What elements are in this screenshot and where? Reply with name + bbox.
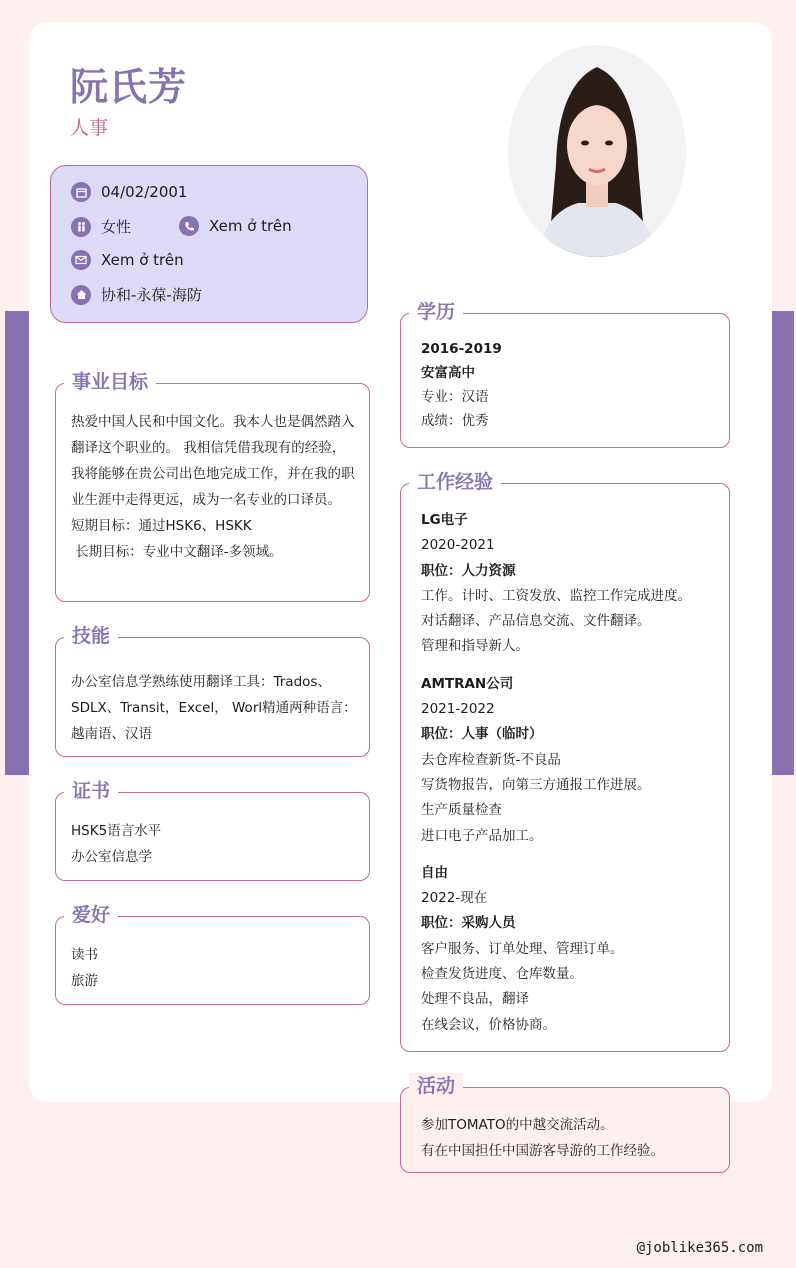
certificates-title: 证书 [64, 778, 118, 804]
candidate-name: 阮氏芳 [70, 65, 188, 109]
contact-gender: 女性 [71, 216, 131, 237]
watermark-text: @joblike365.com [636, 1240, 763, 1256]
skills-text: 办公室信息学熟练使用翻译工具：Trados、SDLX、Transit，Excel， Worl精通两种语言：越南语、汉语 [71, 674, 357, 742]
calendar-icon [71, 182, 91, 202]
phone-icon [179, 216, 199, 236]
certificate-item: HSK5语言水平 [71, 823, 162, 839]
experience-title: 工作经验 [409, 469, 501, 495]
objective-section [55, 371, 370, 602]
contact-phone: Xem ở trên [179, 216, 292, 236]
home-icon [71, 285, 91, 305]
job-position: 职位：人事（临时） [421, 726, 543, 743]
skills-section [55, 625, 370, 757]
left-accent-band [5, 311, 29, 775]
education-grade: 成绩：优秀 [421, 413, 489, 429]
objective-long-term: 长期目标：专业中文翻译-多领域。 [71, 544, 283, 560]
objective-short-term: 短期目标：通过HSK6、HSKK [71, 518, 252, 534]
job-entry [421, 861, 717, 1038]
job-duty: 写货物报告，向第三方通报工作进展。 [421, 776, 651, 793]
job-entry [421, 672, 717, 849]
job-position: 职位：人力资源 [421, 562, 516, 579]
contact-birthdate: 04/02/2001 [71, 182, 187, 202]
certificates-section [55, 780, 370, 881]
education-period: 2016-2019 [421, 341, 502, 357]
job-duty: 生产质量检查 [421, 802, 502, 819]
contact-email: Xem ở trên [71, 250, 184, 270]
hobby-item: 读书 [71, 947, 98, 963]
mail-icon [71, 250, 91, 270]
education-title: 学历 [409, 299, 463, 325]
job-duty: 处理不良品，翻译 [421, 991, 529, 1008]
activity-item: 有在中国担任中国游客导游的工作经验。 [421, 1143, 664, 1159]
skills-title: 技能 [64, 623, 118, 649]
job-duty: 对话翻译、产品信息交流、文件翻译。 [421, 613, 651, 630]
certificate-item: 办公室信息学 [71, 849, 152, 865]
hobbies-section [55, 904, 370, 1005]
candidate-role: 人事 [70, 117, 109, 139]
job-period: 2021-2022 [421, 701, 495, 718]
job-duty: 工作。计时、工资发放、监控工作完成进度。 [421, 587, 691, 604]
activities-title: 活动 [409, 1073, 463, 1099]
hobby-item: 旅游 [71, 973, 98, 989]
right-accent-band [770, 311, 794, 775]
job-duty: 在线会议，价格协商。 [421, 1016, 556, 1033]
job-company: AMTRAN公司 [421, 675, 514, 692]
gender-icon [71, 217, 91, 237]
job-duty: 进口电子产品加工。 [421, 827, 543, 844]
job-period: 2022-现在 [421, 890, 488, 907]
job-duty: 管理和指导新人。 [421, 638, 529, 655]
job-company: LG电子 [421, 512, 468, 528]
job-duty: 去仓库检查新货-不良品 [421, 751, 561, 768]
activity-item: 参加TOMATO的中越交流活动。 [421, 1117, 614, 1133]
activities-section [400, 1075, 730, 1173]
education-section [400, 301, 730, 448]
contact-address: 协和-永葆-海防 [71, 284, 202, 305]
job-entry [421, 508, 717, 660]
objective-title: 事业目标 [64, 369, 156, 395]
education-school: 安富高中 [421, 365, 475, 381]
profile-photo [508, 45, 686, 257]
hobbies-title: 爱好 [64, 902, 118, 928]
experience-section [400, 471, 730, 1052]
objective-text: 热爱中国人民和中国文化。我本人也是偶然踏入翻译这个职业的。 我相信凭借我现有的经验，我将能够在贵公司出色地完成工作，并在我的职业生涯中走得更远，成为一名专业的口译员。 [71, 414, 355, 508]
job-period: 2020-2021 [421, 537, 495, 554]
job-position: 职位：采购人员 [421, 915, 516, 932]
job-company: 自由 [421, 864, 448, 881]
job-duty: 检查发货进度、仓库数量。 [421, 966, 583, 983]
contact-box [50, 165, 368, 323]
job-duty: 客户服务、订单处理、管理订单。 [421, 940, 624, 957]
education-major: 专业：汉语 [421, 389, 489, 405]
